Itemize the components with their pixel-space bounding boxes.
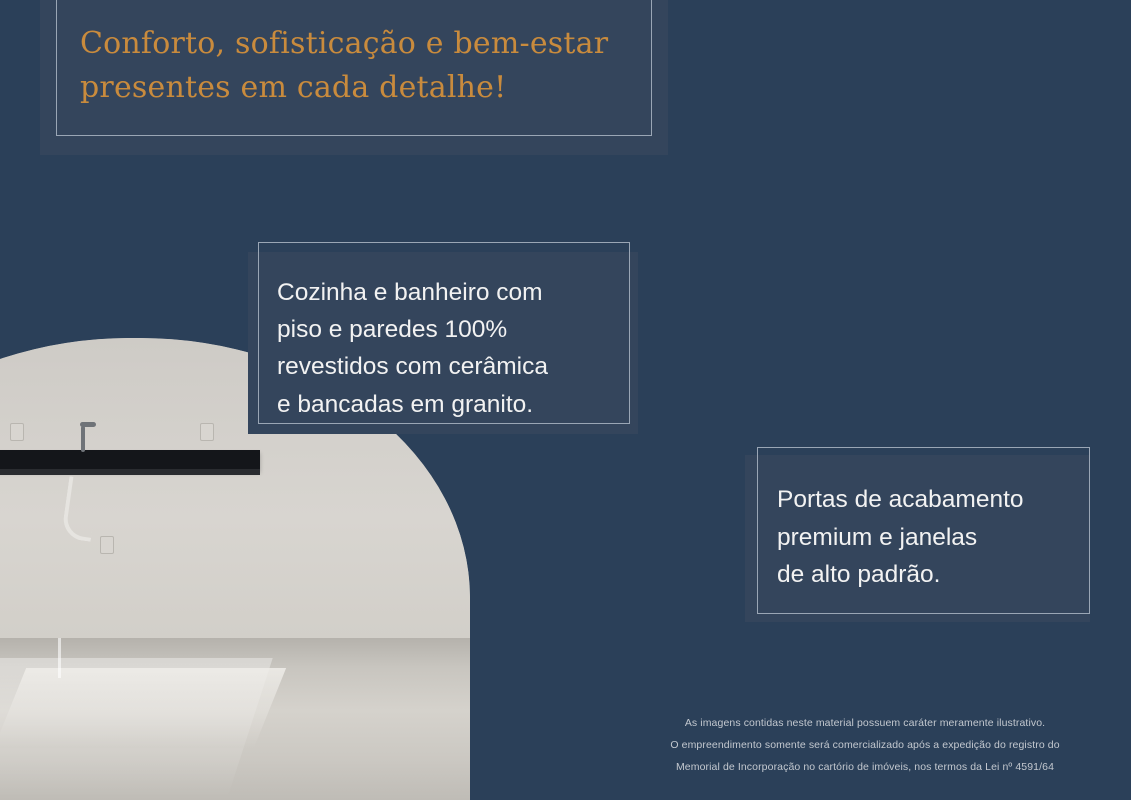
headline-line-2: presentes em cada detalhe! <box>80 70 507 106</box>
photo-counter-edge <box>0 469 260 475</box>
photo-granite-counter <box>0 450 260 470</box>
doors-line-3: de alto padrão. <box>777 561 941 589</box>
legal-disclaimer <box>655 712 1075 778</box>
photo-outlet-left <box>10 423 24 441</box>
doors-line-2: premium e janelas <box>777 523 978 551</box>
headline-line-1: Conforto, sofisticação e bem-estar <box>80 26 609 61</box>
photo-outlet-lower <box>100 536 114 554</box>
doors-line-1: Portas de acabamento <box>777 486 1024 513</box>
photo-floor-reflection <box>0 668 286 748</box>
disclaimer-line-1: As imagens contidas neste material possuem caráter meramente ilustrativo. <box>684 716 1046 729</box>
photo-outlet-right <box>200 423 214 441</box>
doors-callout-text <box>777 481 1097 594</box>
photo-faucet <box>81 426 85 452</box>
headline-text <box>80 22 640 110</box>
photo-faucet-reflection <box>58 638 61 678</box>
disclaimer-line-3: Memorial de Incorporação no cartório de imóveis, nos termos da Lei nº 4591/64 <box>675 760 1055 773</box>
kitchen-callout-text <box>277 274 627 423</box>
disclaimer-line-2: O empreendimento somente será comercializado após a expedição do registro do <box>670 738 1060 751</box>
kitchen-line-3: revestidos com cerâmica <box>277 353 548 381</box>
kitchen-line-1: Cozinha e banheiro com <box>277 279 543 306</box>
kitchen-line-2: piso e paredes 100% <box>277 316 508 344</box>
kitchen-line-4: e bancadas em granito. <box>277 390 534 418</box>
